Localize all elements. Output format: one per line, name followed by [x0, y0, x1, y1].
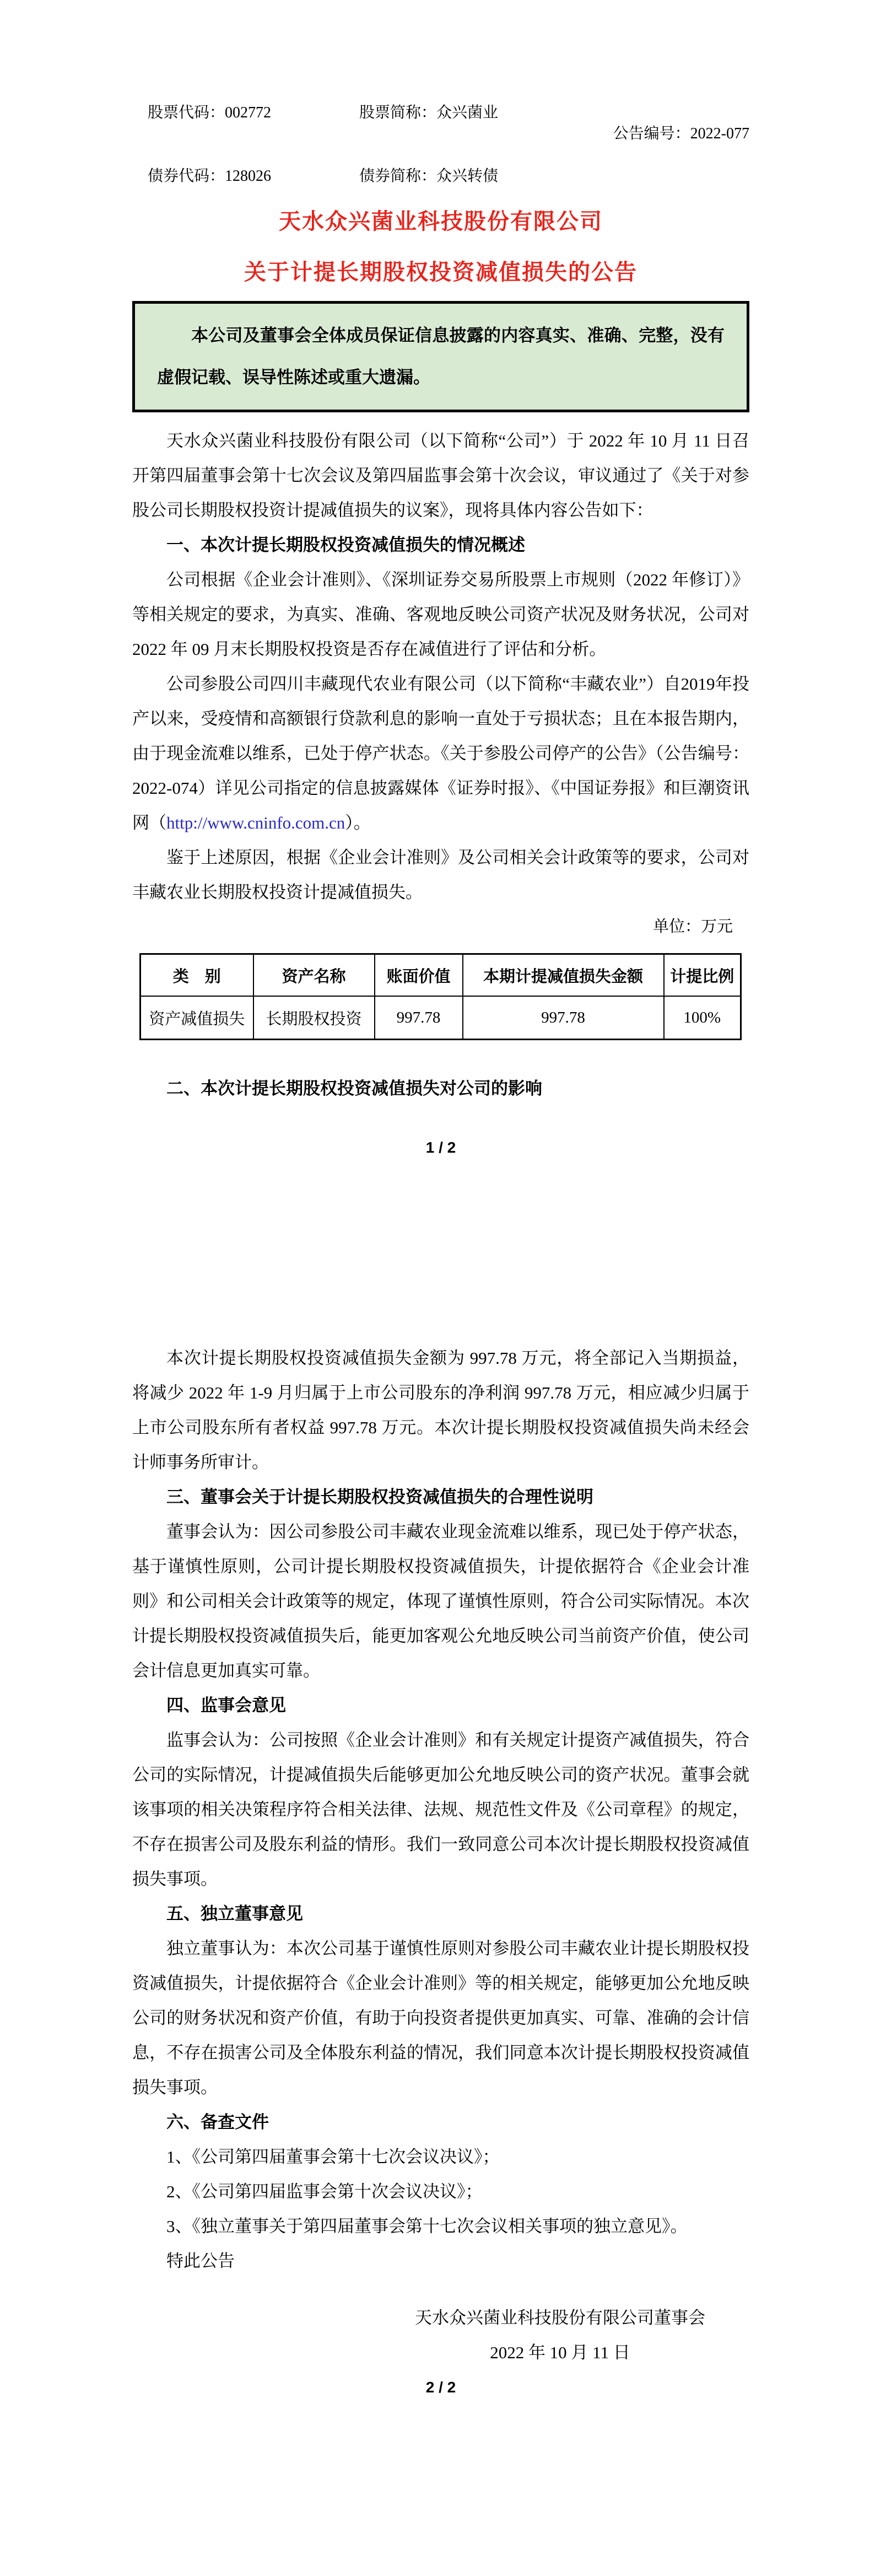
paragraph-impact: 本次计提长期股权投资减值损失金额为 997.78 万元，将全部记入当期损益，将减少 2022 年 1-9 月归属于上市公司股东的净利润 997.78 万元，相应减少归属于上市公司股东所有者权益 997.78 万元。本次计提长期股权投资减值损失尚未经会计师事务所审计。 [132, 1348, 749, 1472]
table-header-row [141, 954, 741, 997]
cell-book-value: 997.78 [375, 996, 463, 1040]
paragraph-conclusion: 鉴于上述原因，根据《企业会计准则》及公司相关会计政策等的要求，公司对丰藏农业长期股权投资计提减值损失。 [132, 848, 749, 902]
section-heading-5: 五、独立董事意见 [166, 1904, 303, 1923]
page-number-1: 1 / 2 [425, 1139, 456, 1156]
table-header-category: 类 别 [141, 954, 253, 997]
paragraph-supervisory-opinion: 监事会认为：公司按照《企业会计准则》和有关规定计提资产减值损失，符合公司的实际情况，计提减值损失后能够更加公允地反映公司的资产状况。董事会就该事项的相关决策程序符合相关法律、法规、规范性文件及《公司章程》的规定，不存在损害公司及股东利益的情形。我们一致同意公司本次计提长期股权投资减值损失事项。 [132, 1730, 749, 1889]
table-header-impairment-amount: 本期计提减值损失金额 [463, 954, 664, 997]
reference-doc-3: 3、《独立董事关于第四届董事会第十七次会议相关事项的独立意见》。 [166, 2217, 688, 2236]
table-header-ratio: 计提比例 [664, 954, 741, 997]
paragraph-basis: 公司根据《企业会计准则》、《深圳证券交易所股票上市规则（2022 年修订）》等相关规定的要求，为真实、准确、客观地反映公司资产状况及财务状况，公司对 2022 年 09 月末长期股权投资是否存在减值进行了评估和分析。 [132, 570, 749, 659]
page-number-2: 2 / 2 [425, 2379, 456, 2396]
paragraph-fengzang-status [132, 666, 749, 840]
signature-date: 2022 年 10 月 11 日 [490, 2343, 630, 2362]
reference-doc-2: 2、《公司第四届监事会第十次会议决议》； [166, 2182, 483, 2201]
impairment-table [139, 953, 742, 1040]
cell-impairment-amount: 997.78 [463, 996, 664, 1040]
section-heading-1: 一、本次计提长期股权投资减值损失的情况概述 [166, 535, 525, 555]
table-header-book-value: 账面价值 [375, 954, 463, 997]
paragraph-intro: 天水众兴菌业科技股份有限公司（以下简称“公司”）于 2022 年 10 月 11 日召开第四届董事会第十七次会议及第四届监事会第十次会议，审议通过了《关于对参股公司长期股权投资计提减值损失的议案》，现将具体内容公告如下： [132, 431, 749, 520]
bond-code: 债券代码：128026 [148, 168, 272, 185]
bond-name: 债券简称：众兴转债 [359, 168, 499, 185]
section-heading-3: 三、董事会关于计提长期股权投资减值损失的合理性说明 [166, 1487, 593, 1507]
cell-category: 资产减值损失 [141, 996, 253, 1040]
signature-block [132, 2300, 749, 2370]
announcement-document [0, 101, 875, 2576]
announcement-number: 公告编号：2022-077 [613, 125, 749, 142]
cell-asset-name: 长期股权投资 [253, 996, 375, 1040]
header-row-bond [132, 164, 749, 189]
section-heading-4: 四、监事会意见 [166, 1696, 286, 1715]
paragraph-fengzang-tail: ）。 [345, 813, 371, 832]
disclaimer-box: 本公司及董事会全体成员保证信息披露的内容真实、准确、完整，没有虚假记载、误导性陈述或重大遗漏。 [132, 301, 749, 412]
cninfo-link[interactable]: http://www.cninfo.com.cn [166, 813, 345, 832]
company-title: 天水众兴菌业科技股份有限公司 [279, 209, 603, 234]
announcement-title: 关于计提长期股权投资减值损失的公告 [244, 260, 638, 284]
table-header-asset-name: 资产名称 [253, 954, 375, 997]
table-row [141, 996, 741, 1040]
signature-inner [415, 2300, 705, 2370]
closing-statement: 特此公告 [166, 2251, 235, 2271]
section-heading-2: 二、本次计提长期股权投资减值损失对公司的影响 [166, 1079, 542, 1098]
paragraph-independent-director-opinion: 独立董事认为：本次公司基于谨慎性原则对参股公司丰藏农业计提长期股权投资减值损失，计提依据符合《企业会计准则》等的相关规定，能够更加公允地反映公司的财务状况和资产价值，有助于向投资者提供更加真实、可靠、准确的会计信息，不存在损害公司及全体股东利益的情况，我们同意本次计提长期股权投资减值损失事项。 [132, 1939, 749, 2097]
reference-doc-1: 1、《公司第四届董事会第十七次会议决议》； [166, 2147, 500, 2166]
paragraph-board-opinion: 董事会认为：因公司参股公司丰藏农业现金流难以维系，现已处于停产状态，基于谨慎性原则，公司计提长期股权投资减值损失，计提依据符合《企业会计准则》和公司相关会计政策等的规定，体现了谨慎性原则，符合公司实际情况。本次计提长期股权投资减值损失后，能更加客观公允地反映公司当前资产价值，使公司会计信息更加真实可靠。 [132, 1522, 749, 1680]
document-header-meta [132, 101, 749, 189]
signature-company: 天水众兴菌业科技股份有限公司董事会 [415, 2308, 705, 2327]
table-unit-label: 单位：万元 [652, 918, 733, 935]
cell-ratio: 100% [664, 996, 741, 1040]
stock-code: 股票代码：002772 [148, 104, 272, 121]
paragraph-fengzang-text: 公司参股公司四川丰藏现代农业有限公司（以下简称“丰藏农业”）自2019年投产以来，受疫情和高额银行贷款利息的影响一直处于亏损状态；且在本报告期内，由于现金流难以维系，已处于停产状态。《关于参股公司停产的公告》（公告编号：2022-074）详见公司指定的信息披露媒体《证券时报》、《中国证券报》和巨潮资讯网（ [132, 674, 749, 832]
section-heading-6: 六、备查文件 [166, 2112, 269, 2132]
stock-name: 股票简称：众兴菌业 [359, 104, 499, 121]
